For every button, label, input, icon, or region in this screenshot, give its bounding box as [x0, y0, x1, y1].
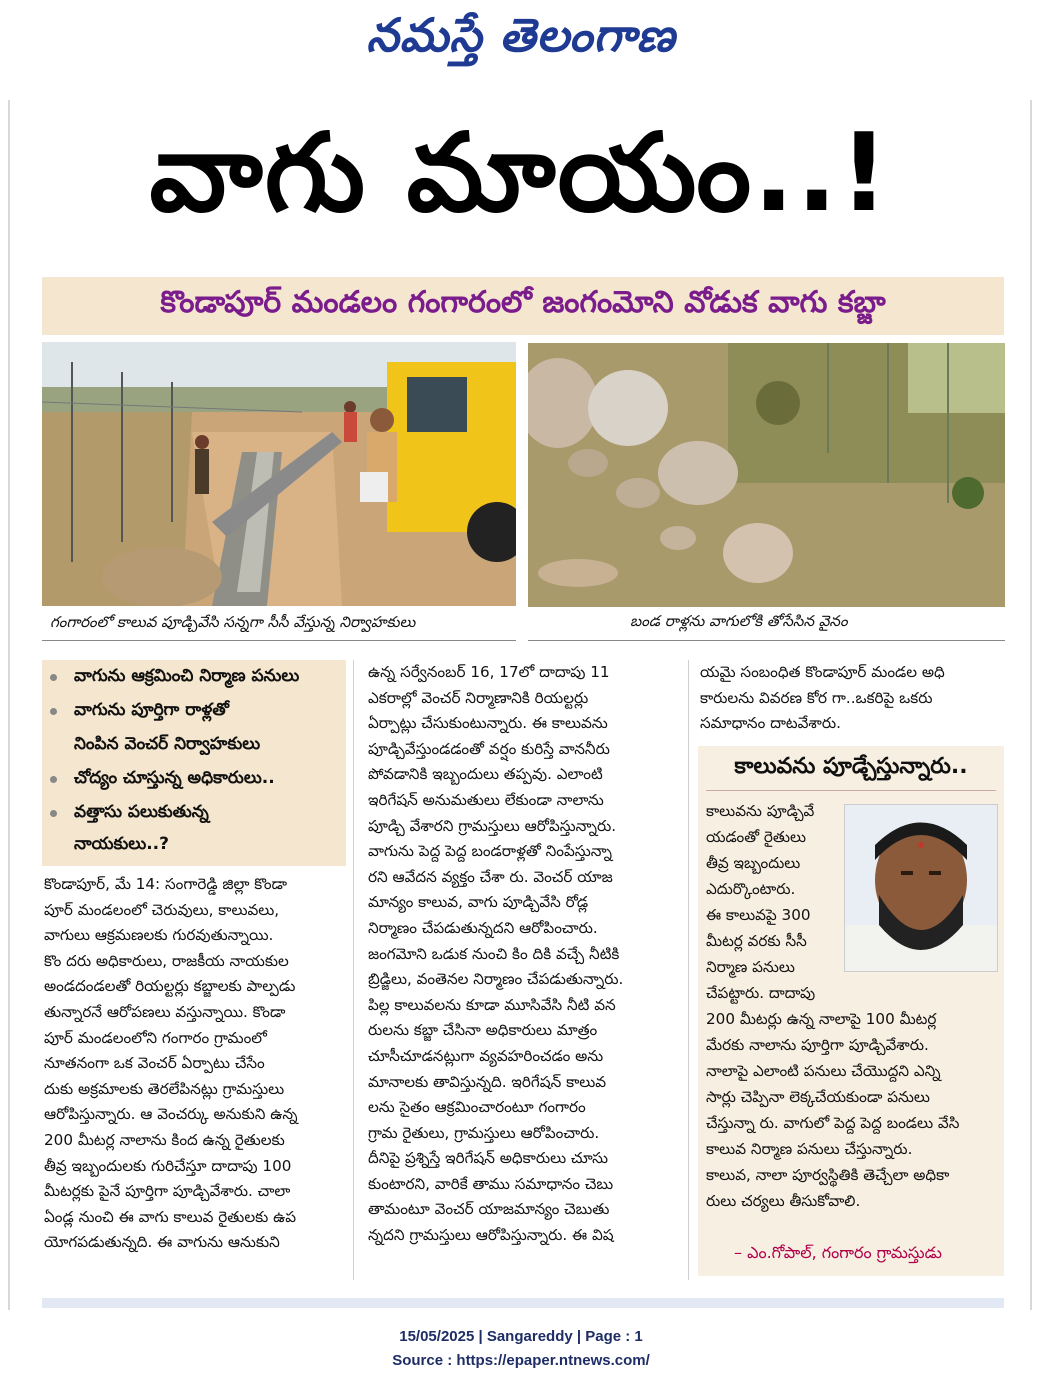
text-line: యమై సంబంధిత కొండాపూర్ మండల అధి [700, 663, 945, 681]
text-line: తున్నారనే ఆరోపణలు వస్తున్నాయి. కొండా [44, 1002, 286, 1021]
quote-line: 200 మీటర్లు ఉన్న నాలాపై 100 మీటర్ల [706, 1010, 937, 1028]
quote-line: మేరకు నాలాను పూర్తిగా పూడ్చివేశారు. [706, 1036, 929, 1054]
text-line: గ్రామ రైతులు, గ్రామస్తులు ఆరోపించారు. [368, 1123, 600, 1142]
article-column-3 [700, 660, 1004, 737]
bullet-icon [50, 674, 57, 681]
subheadline-band [42, 277, 1004, 335]
text-line: సమాధానం దాటవేశారు. [700, 714, 841, 733]
text-line: రని ఆవేదన వ్యక్తం చేశా రు. వెంచర్ యాజ [368, 867, 613, 886]
text-line: లను సైతం ఆక్రమించారంటూ గంగారం [368, 1098, 586, 1117]
text-line: బ్రిడ్జిలు, వంతెనల నిర్మాణం చేపడుతున్నారు. [368, 970, 624, 989]
headline: వాగు మాయం..! [149, 111, 891, 236]
text-line: ఎకరాల్లో వెంచర్ నిర్మాణానికి రియల్టర్లు [368, 688, 589, 707]
text-line: మాన్యం కాలువ, వాగు పూడ్చివేసి రోడ్ల [368, 893, 589, 912]
quote-line: తీవ్ర ఇబ్బందులు [706, 854, 801, 872]
quote-line: యడంతో రైతులు [706, 828, 806, 846]
quote-line: ఈ కాలువపై 300 [706, 906, 811, 924]
quote-line: ఎదుర్కొంటారు. [706, 880, 796, 898]
photo-boulders [528, 343, 1005, 607]
text-line: పూర్ మండలంలోని గంగారం గ్రామంలో [44, 1028, 267, 1047]
text-line: ఇరిగేషన్ అనుమతులు లేకుండా నాలాను [368, 790, 604, 809]
caption-rule-right [528, 640, 1005, 641]
quote-signature: – ఎం.గోపాల్, గంగారం గ్రామస్తుడు [734, 1243, 942, 1262]
page-bottom-band [42, 1298, 1004, 1308]
text-line: వాగును పెద్ద పెద్ద బండరాళ్లతో నింపేస్తున్నా [368, 842, 613, 861]
text-line: 200 మీటర్ల నాలాను కింద ఉన్న రైతులకు [44, 1130, 285, 1149]
text-line: కొం దరు అధికారులు, రాజకీయ నాయకుల [44, 951, 289, 970]
quote-line: సార్లు చెప్పినా లెక్కచేయకుండా పనులు [706, 1088, 930, 1106]
text-line: కొండాపూర్, మే 14: సంగారెడ్డి జిల్లా కొండా [44, 875, 288, 893]
text-line: న్నదని గ్రామస్తులు ఆరోపిస్తున్నారు. ఈ విష [368, 1226, 614, 1245]
column-divider [688, 660, 689, 1280]
text-line: దుకు అక్రమాలకు తెరలేపినట్లు గ్రామస్తులు [44, 1079, 285, 1098]
text-line: పిల్ల కాలువలను కూడా మూసివేసి నీటి వన [368, 995, 616, 1014]
text-line: ఉన్న సర్వేనంబర్ 16, 17లో దాదాపు 11 [368, 663, 610, 681]
text-line: ఏండ్ల నుంచి ఈ వాగు కాలువ రైతులకు ఉప [44, 1207, 297, 1226]
text-line: పూడ్చివేస్తుండడంతో వర్షం కురిస్తే వాననీరు [368, 739, 610, 758]
photo-construction [42, 342, 516, 606]
portrait-photo [844, 804, 998, 972]
quote-line: చేస్తున్నా రు. వాగులో పెద్ద పెద్ద బండలు వేసి [706, 1114, 960, 1132]
footer-source-line: Source : https://epaper.ntnews.com/ [392, 1352, 650, 1369]
article-column-1 [44, 872, 346, 1256]
text-line: పోవడానికి ఇబ్బందులు తప్పవు. ఎలాంటి [368, 765, 603, 784]
text-line: నిర్మాణం చేపడుతున్నదని ఆరోపించారు. [368, 918, 598, 937]
quote-line: మీటర్ల వరకు సీసీ [706, 932, 807, 950]
text-line: జంగమోని ఒడుక నుంచి కిం దికి వచ్చే నీటికి [368, 944, 620, 963]
text-line: కారులను వివరణ కోర గా..ఒకరిపై ఒకరు [700, 688, 933, 707]
photo-caption-right: బండ రాళ్లను వాగులోకి తోసేసిన వైనం [630, 612, 848, 630]
quote-line: చేపట్టారు. దాదాపు [706, 984, 816, 1002]
quote-title: కాలువను పూడ్చేస్తున్నారు.. [734, 754, 968, 779]
footer-date-line: 15/05/2025 | Sangareddy | Page : 1 [399, 1328, 643, 1345]
text-line: వాగులు ఆక్రమణలకు గురవుతున్నాయి. [44, 926, 274, 945]
article-column-2 [368, 660, 678, 1249]
text-line: యోగపడుతున్నది. ఈ వాగును ఆనుకుని [44, 1233, 280, 1252]
text-line: మీటర్లకు పైనే పూర్తిగా పూడ్చివేశారు. చాలా [44, 1182, 291, 1201]
text-line: అండదండలతో రియల్టర్లు కబ్జాలకు పాల్పడు [44, 977, 296, 996]
page-frame-right [1030, 100, 1032, 1310]
quote-line: నాలాపై ఎలాంటి పనులు చేయొద్దని ఎన్ని [706, 1062, 941, 1080]
text-line: తామంటూ వెంచర్ యాజమాన్యం చెబుతు [368, 1200, 610, 1219]
text-line: నూతనంగా ఒక వెంచర్ ఏర్పాటు చేసేం [44, 1054, 265, 1073]
bullet-icon [50, 810, 57, 817]
masthead-logo: నమస్తే తెలంగాణ [366, 8, 676, 62]
text-line: రులను కబ్జా చేసినా అధికారులు మాత్రం [368, 1021, 598, 1040]
text-line: తీవ్ర ఇబ్బందులకు గురిచేస్తూ దాదాపు 100 [44, 1156, 292, 1175]
bullet-icon [50, 708, 57, 715]
text-line: కుంటారని, వారికే తాము సమాధానం చెబు [368, 1174, 614, 1193]
caption-rule-left [42, 640, 516, 641]
quote-line: కాలువను పూడ్చివే [706, 802, 815, 820]
column-divider [353, 660, 354, 1280]
subheadline: కొండాపూర్ మండలం గంగారంలో జంగంమోని వోడుక వాగు కబ్జా [160, 285, 886, 320]
quote-box [698, 746, 1004, 1276]
text-line: ఆరోపిస్తున్నారు. ఆ వెంచర్కు అనుకుని ఉన్న [44, 1105, 298, 1124]
text-line: ఏర్పాట్లు చేసుకుంటున్నారు. ఈ కాలువను [368, 714, 608, 733]
bullet-icon [50, 776, 57, 783]
photo-caption-left: గంగారంలో కాలువ పూడ్చివేసి సన్నగా సీసీ వేస్తున్న నిర్వాహకులు [50, 613, 416, 631]
text-line: మానాలకు తావిస్తున్నది. ఇరిగేషన్ కాలువ [368, 1072, 607, 1091]
text-line: పూడ్చి వేశారని గ్రామస్తులు ఆరోపిస్తున్నారు. [368, 816, 617, 835]
text-line: చూసీచూడనట్లుగా వ్యవహరించడం అను [368, 1046, 604, 1065]
quote-line: రులు చర్యలు తీసుకోవాలి. [706, 1192, 861, 1210]
quote-line: నిర్మాణ పనులు [706, 958, 795, 976]
quote-line: కాలువ నిర్మాణ పనులు చేస్తున్నారు. [706, 1140, 913, 1158]
text-line: పూర్ మండలంలో చెరువులు, కాలువలు, [44, 900, 280, 919]
highlights-box: వాగును ఆక్రమించి నిర్మాణ పనులు వాగును పూర్తిగా రాళ్లతో నింపిన వెంచర్ నిర్వాహకులు చోద్యం చూస్తున్న అధికారులు.. వత్తాసు పలుకుతున్న నాయకులు..? [42, 660, 346, 866]
text-line: దీనిపై ప్రశ్నిస్తే ఇరిగేషన్ అధికారులు చూసు [368, 1149, 609, 1168]
page-frame-left [8, 100, 10, 1310]
quote-line: కాలువ, నాలా పూర్వస్థితికి తెచ్చేలా అధికా [706, 1166, 950, 1184]
quote-title-rule [706, 790, 996, 791]
